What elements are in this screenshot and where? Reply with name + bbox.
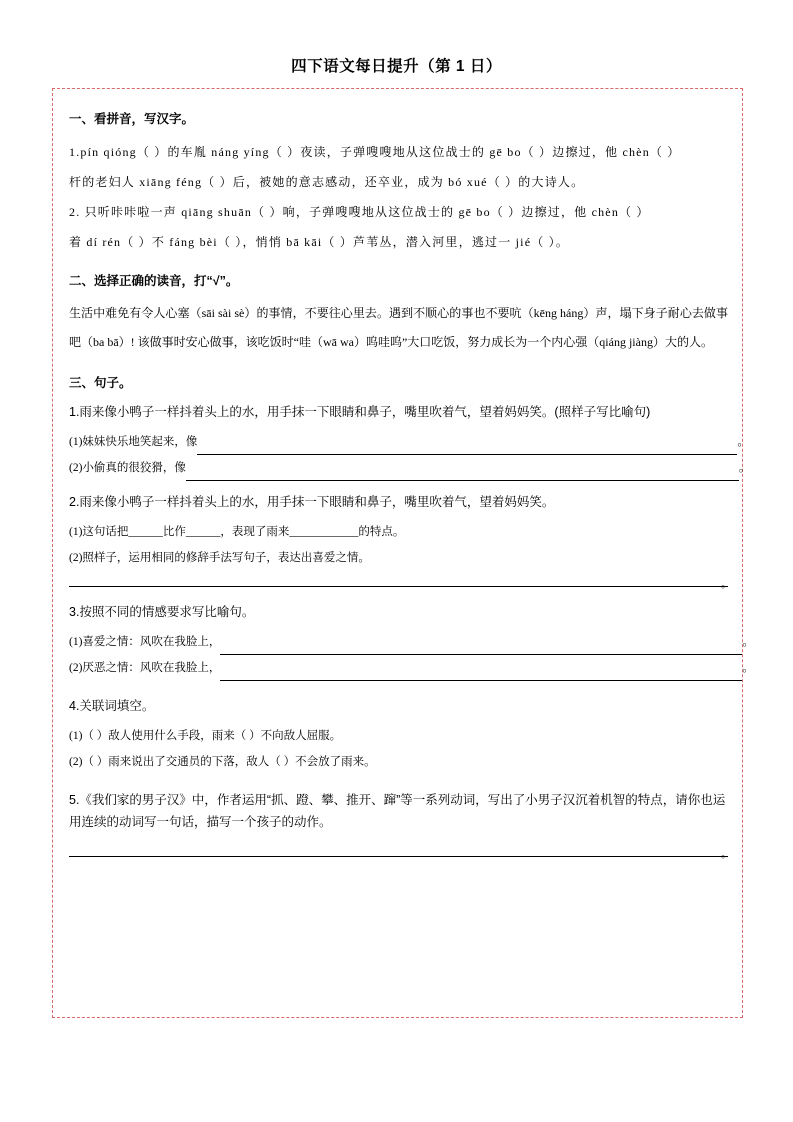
sub-question-label: (1)妹妹快乐地笑起来，像 bbox=[69, 436, 198, 448]
question-text: 5.《我们家的男子汉》中，作者运用“抓、蹬、攀、推开、蹿”等一系列动词，写出了小男子汉沉着机智的特点，请你也运用连续的动词写一句话，描写一个孩子的动作。 bbox=[69, 793, 726, 829]
answer-blank[interactable] bbox=[220, 668, 742, 681]
period: 。 bbox=[721, 848, 732, 860]
sub-question bbox=[69, 429, 749, 455]
question-1 bbox=[69, 401, 751, 481]
section-heading: 一、看拼音，写汉字。 bbox=[69, 112, 195, 126]
answer-blank[interactable] bbox=[197, 442, 737, 455]
section-pronunciation bbox=[69, 271, 728, 357]
question-3 bbox=[69, 601, 754, 681]
pinyin-line: 着 dí rén（ ）不 fáng bèi（ ），悄悄 bā kāi（ ）芦苇丛，潜入河里，逃过一 jié（ ）。 bbox=[69, 235, 570, 249]
pinyin-line: 2. 只听咔咔啦一声 qiāng shuān（ ）响，子弹嗖嗖地从这位战士的 gē bo（ ）边擦过，他 chèn（ ） bbox=[69, 205, 650, 219]
answer-area[interactable] bbox=[69, 578, 732, 590]
question-4 bbox=[69, 695, 728, 775]
pinyin-line: 杆的老妇人 xiāng féng（ ）后，被她的意志感动，还卒业，成为 bó xué（ ）的大诗人。 bbox=[69, 175, 585, 189]
answer-area[interactable] bbox=[69, 848, 732, 860]
sub-question bbox=[69, 629, 754, 655]
answer-blank[interactable] bbox=[69, 855, 728, 857]
page-title: 四下语文每日提升（第 1 日） bbox=[291, 58, 502, 75]
sub-question bbox=[69, 455, 751, 481]
period: 。 bbox=[742, 662, 754, 674]
question-text: 3.按照不同的情感要求写比喻句。 bbox=[69, 605, 255, 619]
question-text: 1.雨来像小鸭子一样抖着头上的水，用手抹一下眼睛和鼻子，嘴里吹着气，望着妈妈笑。(照样子写比喻句) bbox=[69, 405, 651, 419]
period: 。 bbox=[742, 636, 754, 648]
answer-blank[interactable] bbox=[69, 585, 728, 587]
section-pinyin bbox=[69, 109, 728, 257]
section-heading: 二、选择正确的读音，打“√”。 bbox=[69, 274, 239, 288]
period: 。 bbox=[721, 578, 732, 590]
period: 。 bbox=[737, 436, 749, 448]
sub-question: (2)照样子，运用相同的修辞手法写句子，表达出喜爱之情。 bbox=[69, 552, 370, 564]
question-text: 2.雨来像小鸭子一样抖着头上的水，用手抹一下眼睛和鼻子，嘴里吹着气，望着妈妈笑。 bbox=[69, 495, 555, 509]
sub-question: (2)（ ）雨来说出了交通员的下落，敌人（ ）不会放了雨来。 bbox=[69, 756, 376, 768]
sub-question: (1)（ ）敌人使用什么手段，雨来（ ）不向敌人屈服。 bbox=[69, 730, 342, 742]
sub-question: (1)这句话把______比作______，表现了雨来____________的特点。 bbox=[69, 526, 405, 538]
period: 。 bbox=[738, 462, 751, 474]
sub-question-label: (2)小偷真的很狡猾，像 bbox=[69, 462, 186, 474]
sub-question-label: (1)喜爱之情：风吹在我脸上， bbox=[69, 636, 221, 648]
answer-blank[interactable] bbox=[186, 468, 739, 481]
question-2 bbox=[69, 491, 732, 590]
sub-question-label: (2)厌恶之情：风吹在我脸上， bbox=[69, 662, 221, 674]
section-sentences bbox=[69, 373, 754, 860]
pronunciation-paragraph: 生活中难免有令人心塞（sāi sài sè）的事情，不要往心里去。遇到不顺心的事也不要吭（kēng háng）声，塌下身子耐心去做事吧（ba bā）! 该做事时安心做事，该吃饭时“哇（wā wa）呜哇呜”大口吃饭，努力成长为一个内心强（qiáng jiàng）大的人。 bbox=[69, 306, 728, 349]
section-heading: 三、句子。 bbox=[69, 376, 132, 390]
sub-question bbox=[69, 655, 754, 681]
question-5 bbox=[69, 789, 732, 860]
answer-blank[interactable] bbox=[220, 642, 742, 655]
pinyin-line: 1.pín qióng（ ）的车胤 náng yíng（ ）夜读，子弹嗖嗖地从这位战士的 gē bo（ ）边擦过，他 chèn（ ） bbox=[69, 145, 681, 159]
question-text: 4.关联词填空。 bbox=[69, 699, 155, 713]
worksheet-body bbox=[52, 88, 754, 1018]
